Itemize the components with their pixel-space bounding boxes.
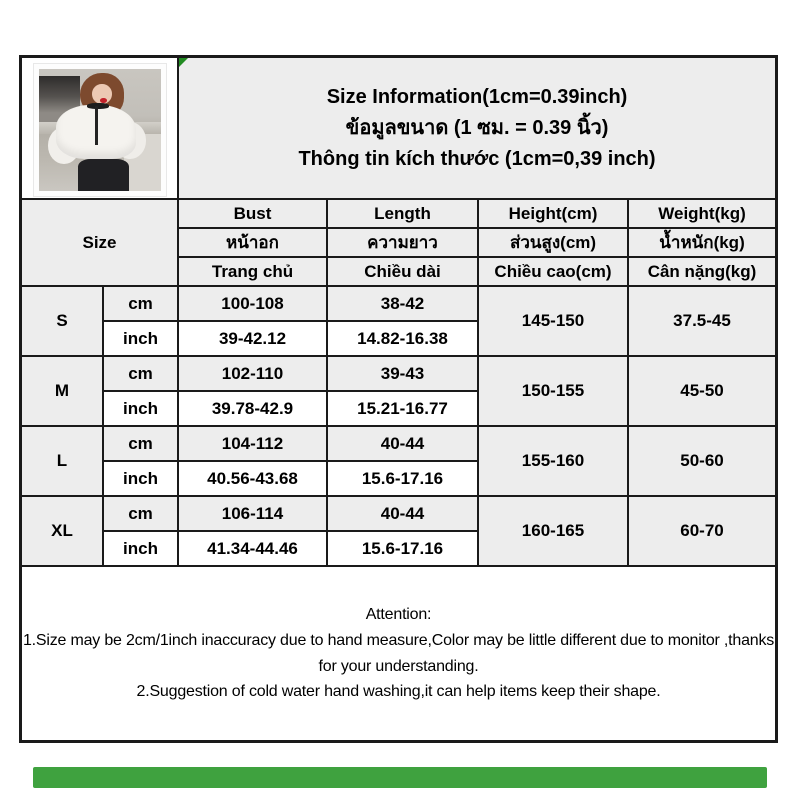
table-row-xl-cm — [21, 496, 776, 531]
green-corner-marker-icon — [179, 58, 188, 67]
title-vietnamese: Thông tin kích thước (1cm=0,39 inch) — [298, 147, 656, 170]
title-english: Size Information(1cm=0.39inch) — [326, 85, 628, 108]
product-photo-cell — [21, 57, 178, 199]
model-photo-illustration — [39, 69, 161, 191]
xl-bust-cm: 106-114 — [178, 496, 327, 531]
m-bust-inch: 39.78-42.9 — [178, 391, 327, 426]
col-length-vi: Chiều dài — [327, 257, 478, 286]
unit-inch-label: inch — [103, 461, 178, 496]
photo-jacket-button-trim — [95, 106, 99, 145]
size-s-label: S — [21, 286, 103, 356]
size-l-label: L — [21, 426, 103, 496]
l-length-cm: 40-44 — [327, 426, 478, 461]
col-length-en: Length — [327, 199, 478, 228]
photo-model-lips — [100, 98, 107, 103]
col-bust-th: หน้าอก — [178, 228, 327, 257]
s-bust-cm: 100-108 — [178, 286, 327, 321]
attention-row — [21, 566, 776, 741]
attention-heading: Attention: — [365, 606, 432, 624]
s-bust-inch: 39-42.12 — [178, 321, 327, 356]
s-length-cm: 38-42 — [327, 286, 478, 321]
attention-line-1: 1.Size may be 2cm/1inch inaccuracy due to hand measure,Color may be little different due to monitor ,thanks for your understanding. — [22, 631, 775, 675]
product-photo — [34, 64, 166, 196]
s-weight: 37.5-45 — [628, 286, 776, 356]
xl-weight: 60-70 — [628, 496, 776, 566]
l-height: 155-160 — [478, 426, 628, 496]
title-thai: ข้อมูลขนาด (1 ซม. = 0.39 นิ้ว) — [345, 116, 609, 139]
col-weight-th: น้ำหนัก(kg) — [628, 228, 776, 257]
unit-inch-label: inch — [103, 321, 178, 356]
m-length-inch: 15.21-16.77 — [327, 391, 478, 426]
attention-note — [21, 566, 776, 741]
size-table — [20, 56, 777, 742]
col-bust-en: Bust — [178, 199, 327, 228]
table-row-l-cm — [21, 426, 776, 461]
table-row-m-cm — [21, 356, 776, 391]
col-weight-vi: Cân nặng(kg) — [628, 257, 776, 286]
l-bust-inch: 40.56-43.68 — [178, 461, 327, 496]
xl-length-cm: 40-44 — [327, 496, 478, 531]
unit-inch-label: inch — [103, 531, 178, 566]
col-bust-vi: Trang chủ — [178, 257, 327, 286]
col-height-en: Height(cm) — [478, 199, 628, 228]
col-weight-en: Weight(kg) — [628, 199, 776, 228]
s-length-inch: 14.82-16.38 — [327, 321, 478, 356]
m-length-cm: 39-43 — [327, 356, 478, 391]
unit-cm-label: cm — [103, 356, 178, 391]
unit-cm-label: cm — [103, 286, 178, 321]
col-height-vi: Chiều cao(cm) — [478, 257, 628, 286]
photo-black-shorts — [78, 159, 129, 191]
m-weight: 45-50 — [628, 356, 776, 426]
xl-length-inch: 15.6-17.16 — [327, 531, 478, 566]
m-height: 150-155 — [478, 356, 628, 426]
m-bust-cm: 102-110 — [178, 356, 327, 391]
size-header: Size — [21, 199, 178, 286]
l-weight: 50-60 — [628, 426, 776, 496]
unit-inch-label: inch — [103, 391, 178, 426]
col-height-th: ส่วนสูง(cm) — [478, 228, 628, 257]
bottom-green-bar — [33, 767, 767, 788]
size-m-label: M — [21, 356, 103, 426]
xl-bust-inch: 41.34-44.46 — [178, 531, 327, 566]
unit-cm-label: cm — [103, 496, 178, 531]
title-row — [21, 57, 776, 199]
size-info-title-cell — [178, 57, 776, 199]
l-length-inch: 15.6-17.16 — [327, 461, 478, 496]
header-row-english — [21, 199, 776, 228]
attention-line-2: 2.Suggestion of cold water hand washing,it can help items keep their shape. — [136, 683, 661, 701]
table-row-s-cm — [21, 286, 776, 321]
xl-height: 160-165 — [478, 496, 628, 566]
l-bust-cm: 104-112 — [178, 426, 327, 461]
col-length-th: ความยาว — [327, 228, 478, 257]
size-xl-label: XL — [21, 496, 103, 566]
s-height: 145-150 — [478, 286, 628, 356]
unit-cm-label: cm — [103, 426, 178, 461]
photo-jacket-collar — [87, 103, 109, 109]
